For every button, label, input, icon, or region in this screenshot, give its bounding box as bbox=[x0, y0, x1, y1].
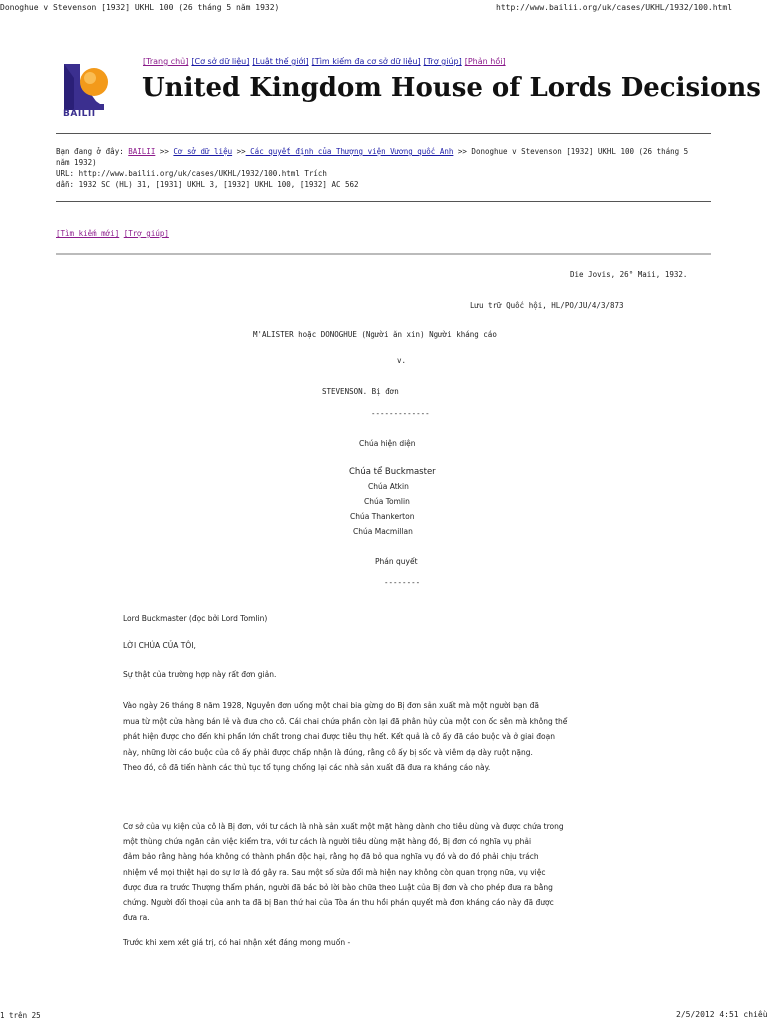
print-header-title: Donoghue v Stevenson [1932] UKHL 100 (26 tháng 5 năm 1932) bbox=[0, 3, 280, 12]
separator-dashes: -------- bbox=[384, 578, 421, 587]
paragraph-line: này, những lời cáo buộc của cô ấy phải được chấp nhận là đúng, rằng cô ấy bị sốc và viêm dạ dày ruột nặng. bbox=[123, 747, 533, 757]
sub-nav bbox=[56, 229, 169, 238]
paragraph-line: được đưa ra trước Thượng thẩm phán, người đã bác bỏ lời bào chữa theo Luật của Bị đơn và cho phép đưa ra bằng bbox=[123, 882, 553, 892]
top-nav bbox=[143, 57, 509, 66]
content-divider bbox=[56, 253, 711, 255]
lord-atkin: Chúa Atkin bbox=[368, 482, 409, 491]
lords-present-heading: Chúa hiện diện bbox=[359, 439, 416, 448]
paragraph-line: phát hiện được cho đến khi phần lớn chất trong chai được tiêu thụ hết. Kết quả là cô ấy đã cáo buộc và ở giai đoạn bbox=[123, 732, 555, 741]
paragraph-line: Vào ngày 26 tháng 8 năm 1928, Nguyên đơn uống một chai bia gừng do Bị đơn sản xuất mà một người bạn đã bbox=[123, 701, 539, 710]
nav-home-link[interactable]: [Trang chủ] bbox=[143, 57, 189, 66]
paragraph-line: đảm bảo rằng hàng hóa không có thành phần độc hại, rằng họ đã bỏ qua nghĩa vụ đó và do đó phải chịu trách bbox=[123, 852, 539, 862]
page-title: United Kingdom House of Lords Decisions bbox=[142, 73, 761, 103]
page-counter: 1 trên 25 bbox=[0, 1011, 41, 1020]
versus: v. bbox=[397, 356, 407, 365]
nav-help-link[interactable]: [Trợ giúp] bbox=[423, 57, 462, 66]
nav-feedback-link[interactable]: [Phản hồi] bbox=[464, 57, 506, 66]
case-url: URL: http://www.bailii.org/uk/cases/UKHL/1932/100.html Trích bbox=[56, 169, 327, 178]
nav-multidatabase-search-link[interactable]: [Tìm kiếm đa cơ sở dữ liệu] bbox=[311, 57, 421, 66]
paragraph-line: chứng. Người đối thoại của anh ta đã bị Ban thứ hai của Tòa án thu hồi phán quyết mà đơn kháng cáo này đã được bbox=[123, 898, 554, 908]
paragraph-line: mua từ một cửa hàng bán lẻ và đưa cho cô. Cái chai chứa phần còn lại đã phân hủy của một con ốc sên mà không thể bbox=[123, 716, 568, 726]
breadcrumb-databases-link[interactable]: Cơ sở dữ liệu bbox=[173, 147, 233, 156]
salutation: LỜI CHÚA CỦA TÔI, bbox=[123, 641, 196, 650]
lord-tomlin: Chúa Tomlin bbox=[364, 497, 410, 506]
paragraph-line: Theo đó, cô đã tiến hành các thủ tục tố tụng chống lại các nhà sản xuất đã đưa ra kháng cáo này. bbox=[123, 763, 491, 772]
separator-dashes: ------------- bbox=[371, 409, 430, 418]
appellant: M'ALISTER hoặc DONOGHUE (Người ăn xin) Người kháng cáo bbox=[253, 330, 497, 339]
bailii-logo[interactable] bbox=[60, 60, 116, 120]
breadcrumb-divider bbox=[56, 201, 711, 202]
breadcrumb bbox=[56, 146, 688, 190]
breadcrumb-prefix: Bạn đang ở đây: bbox=[56, 147, 124, 156]
new-search-link[interactable]: [Tìm kiếm mới] bbox=[56, 229, 120, 238]
judgment-heading: Phán quyết bbox=[375, 557, 418, 566]
header-divider bbox=[56, 133, 711, 134]
paragraph-basis bbox=[123, 819, 564, 925]
breadcrumb-separator: >> bbox=[159, 147, 169, 156]
speaker-line: Lord Buckmaster (đọc bởi Lord Tomlin) bbox=[123, 614, 268, 623]
print-timestamp: 2/5/2012 4:51 chiều bbox=[676, 1010, 768, 1019]
archive-reference: Lưu trữ Quốc hội, HL/PO/JU/4/3/873 bbox=[470, 301, 624, 310]
breadcrumb-separator: >> bbox=[236, 147, 246, 156]
breadcrumb-bailii-link[interactable]: BAILII bbox=[128, 147, 156, 156]
breadcrumb-current-cont: năm 1932) bbox=[56, 158, 97, 167]
paragraph-line: nhiệm về mọi thiệt hại do sự lơ là đó gây ra. Sau một số sửa đổi mà hiện nay không còn quan trọng nữa, vụ việc bbox=[123, 867, 546, 877]
paragraph-events bbox=[123, 698, 567, 776]
logo-text: BAILII bbox=[63, 109, 96, 119]
nav-databases-link[interactable]: [Cơ sở dữ liệu] bbox=[191, 57, 250, 66]
lord-buckmaster: Chúa tể Buckmaster bbox=[349, 467, 436, 477]
case-citation: dẫn: 1932 SC (HL) 31, [1931] UKHL 3, [1932] UKHL 100, [1932] AC 562 bbox=[56, 180, 359, 189]
paragraph-line: đưa ra. bbox=[123, 913, 150, 923]
help-link[interactable]: [Trợ giúp] bbox=[123, 229, 169, 238]
paragraph-remarks: Trước khi xem xét giá trị, có hai nhận xét đáng mong muốn - bbox=[123, 938, 351, 947]
decision-date: Die Jovis, 26° Maii, 1932. bbox=[570, 270, 688, 279]
print-header-url: http://www.bailii.org/uk/cases/UKHL/1932/100.html bbox=[496, 3, 733, 12]
paragraph-line: Cơ sở của vụ kiện của cô là Bị đơn, với tư cách là nhà sản xuất một mặt hàng dành cho tiêu dùng và được chứa trong bbox=[123, 822, 564, 831]
breadcrumb-current: >> Donoghue v Stevenson [1932] UKHL 100 (26 tháng 5 bbox=[453, 147, 689, 156]
nav-world-law-link[interactable]: [Luật thế giới] bbox=[252, 57, 309, 66]
lord-macmillan: Chúa Macmillan bbox=[353, 527, 413, 536]
paragraph-line: một thùng chứa ngăn cản việc kiểm tra, với tư cách là người tiêu dùng mặt hàng đó, Bị đơn có nghĩa vụ phải bbox=[123, 837, 532, 847]
breadcrumb-ukhl-link[interactable]: Các quyết định của Thượng viện Vương quốc Anh bbox=[245, 147, 454, 156]
paragraph-facts: Sự thật của trường hợp này rất đơn giản. bbox=[123, 670, 277, 679]
respondent: STEVENSON. Bị đơn bbox=[322, 387, 399, 396]
lord-thankerton: Chúa Thankerton bbox=[350, 512, 415, 521]
